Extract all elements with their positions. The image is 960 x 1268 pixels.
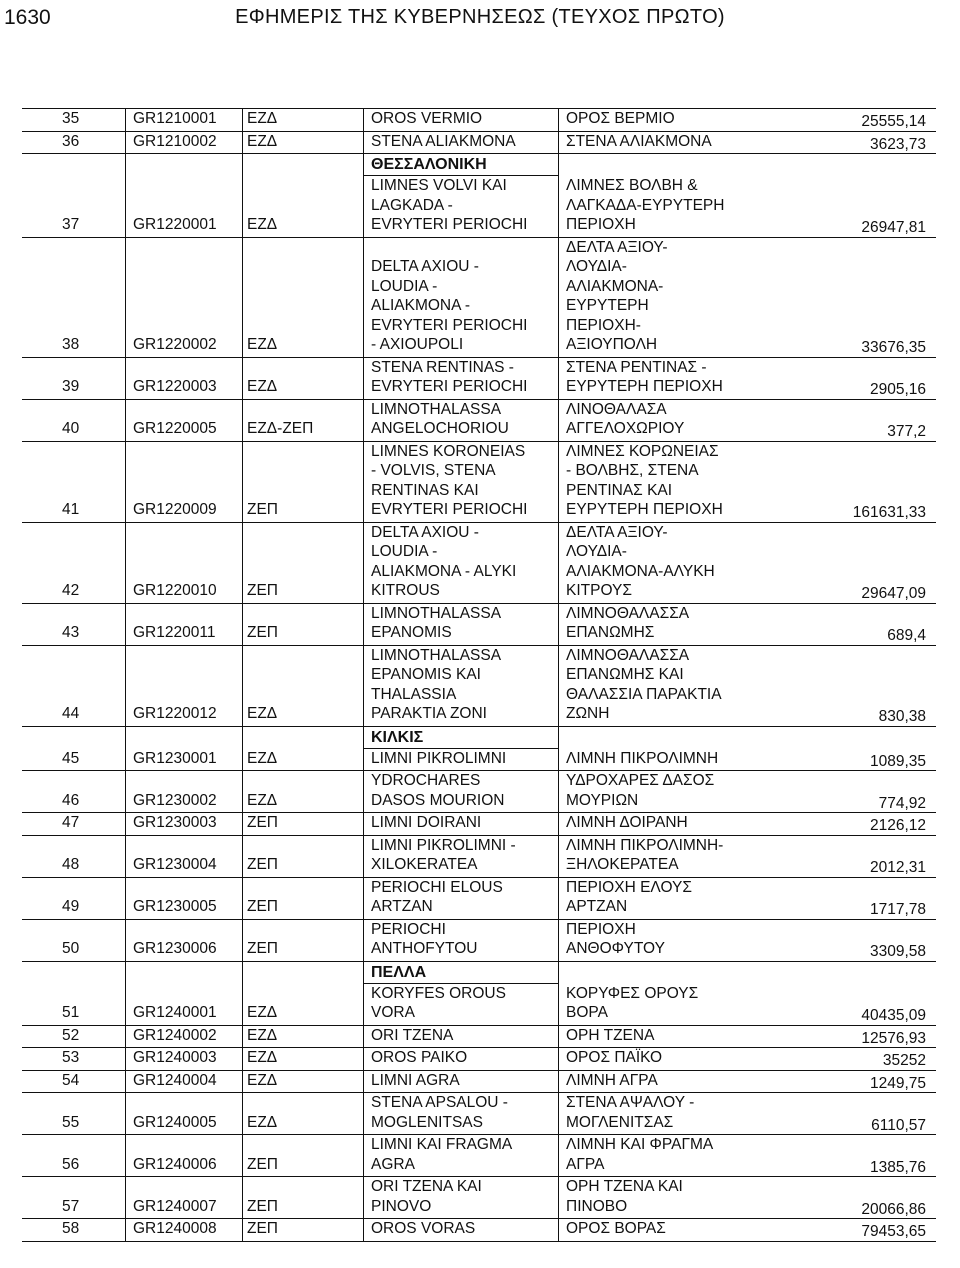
site-name-greek: ΠΕΡΙΟΧΗ- — [566, 316, 641, 334]
site-name-latin: PINOVO — [371, 1197, 432, 1215]
site-name-greek: ΣΤΕΝΑ ΑΨΑΛΟΥ - — [566, 1094, 695, 1111]
site-number: 36 — [62, 132, 80, 150]
site-code: GR1230004 — [133, 856, 217, 873]
site-name-latin: DELTA AXIOU - — [371, 523, 479, 541]
site-name-greek: ΟΡΗ ΤΖΕΝΑ ΚΑΙ — [566, 1178, 683, 1195]
site-area: 774,92 — [878, 794, 926, 812]
site-number: 37 — [62, 216, 80, 233]
site-category: ΖΕΠ — [247, 1220, 278, 1237]
site-name-latin: PARAKTIA ZONI — [371, 705, 487, 722]
site-number: 47 — [62, 814, 80, 831]
site-area: 1385,76 — [869, 1158, 926, 1176]
row-divider — [22, 522, 936, 523]
site-code: GR1220002 — [133, 336, 217, 353]
site-name-latin: DELTA AXIOU - — [371, 258, 479, 275]
row-divider — [22, 153, 936, 154]
site-name-greek: ΑΓΓΕΛΟΧΩΡΙΟΥ — [566, 420, 685, 437]
site-name-greek: ΛΟΥΔΙΑ- — [566, 258, 627, 275]
site-name-latin: LIMNOTHALASSA — [371, 604, 502, 622]
site-code: GR1220003 — [133, 378, 217, 395]
site-name-greek: ΥΔΡΟΧΑΡΕΣ ΔΑΣΟΣ — [566, 772, 715, 789]
site-category: ΕΖΔ — [247, 110, 278, 127]
site-name-latin: EVRYTERI PERIOCHI — [371, 378, 528, 395]
site-area: 1717,78 — [869, 901, 926, 918]
site-area: 1089,35 — [869, 752, 926, 770]
site-code: GR1240007 — [133, 1197, 217, 1215]
site-category: ΕΖΔ — [247, 791, 278, 809]
site-name-latin: AGRA — [371, 1155, 415, 1173]
site-category: ΖΕΠ — [247, 1197, 278, 1215]
site-number: 38 — [62, 336, 80, 353]
site-name-greek: ΣΤΕΝΑ ΑΛΙΑΚΜΟΝΑ — [566, 132, 712, 150]
site-area: 1249,75 — [869, 1074, 926, 1092]
region-heading: ΚΙΛΚΙΣ — [371, 728, 424, 746]
site-number: 42 — [62, 582, 80, 599]
site-name-latin: - VOLVIS, STENA — [371, 462, 496, 479]
site-name-latin: ARTZAN — [371, 898, 433, 915]
site-area: 79453,65 — [861, 1223, 926, 1240]
row-divider — [22, 961, 936, 962]
site-name-latin: LOUDIA - — [371, 543, 438, 560]
site-category: ΖΕΠ — [247, 501, 278, 518]
site-name-latin: ANTHOFYTOU — [371, 940, 478, 957]
site-name-latin: LIMNES VOLVI KAI — [371, 177, 507, 194]
site-code: GR1230006 — [133, 940, 217, 957]
site-area: 40435,09 — [861, 1007, 926, 1024]
site-number: 55 — [62, 1113, 80, 1131]
site-name-greek: ΑΛΙΑΚΜΟΝΑ- — [566, 277, 664, 295]
site-name-greek: ΛΙΜΝΗ ΠΙΚΡΟΛΙΜΝΗ- — [566, 836, 724, 854]
site-area: 3623,73 — [869, 135, 926, 153]
row-divider — [22, 1241, 936, 1242]
site-name-greek: ΛΙΜΝΗ ΔΟΙΡΑΝΗ — [566, 814, 688, 831]
site-name-greek: ΟΡΟΣ ΒΟΡΑΣ — [566, 1220, 666, 1237]
site-area: 2012,31 — [869, 859, 926, 876]
site-area: 161631,33 — [852, 504, 926, 521]
site-name-greek: ΕΥΡΥΤΕΡΗ ΠΕΡΙΟΧΗ — [566, 501, 723, 518]
site-name-greek: ΛΑΓΚΑΔΑ-ΕΥΡΥΤΕΡΗ — [566, 196, 725, 214]
site-name-greek: ΒΟΡΑ — [566, 1004, 608, 1021]
site-area: 33676,35 — [861, 339, 926, 356]
site-code: GR1240001 — [133, 1004, 217, 1021]
site-number: 49 — [62, 898, 80, 915]
site-category: ΕΖΔ — [247, 216, 278, 233]
site-number: 50 — [62, 940, 80, 957]
site-category: ΖΕΠ — [247, 1155, 278, 1173]
site-name-greek: ΑΞΙΟΥΠΟΛΗ — [566, 336, 658, 353]
region-heading: ΘΕΣΣΑΛΟΝΙΚΗ — [371, 156, 487, 173]
site-name-greek: ΟΡΟΣ ΠΑΪΚΟ — [566, 1049, 663, 1066]
site-area: 20066,86 — [861, 1200, 926, 1218]
site-name-latin: STENA ALIAKMONA — [371, 132, 516, 150]
site-number: 51 — [62, 1004, 80, 1021]
site-name-latin: EVRYTERI PERIOCHI — [371, 216, 528, 233]
site-code: GR1220009 — [133, 501, 217, 518]
site-name-latin: STENA APSALOU - — [371, 1094, 508, 1111]
site-number: 35 — [62, 110, 80, 127]
site-code: GR1230002 — [133, 791, 217, 809]
site-name-greek: ΟΡΗ ΤΖΕΝΑ — [566, 1026, 655, 1044]
site-name-greek: ΔΕΛΤΑ ΑΞΙΟΥ- — [566, 238, 668, 256]
site-number: 41 — [62, 501, 80, 518]
site-code: GR1240008 — [133, 1220, 217, 1237]
site-name-greek: ΠΙΝΟΒΟ — [566, 1197, 628, 1215]
site-area: 830,38 — [878, 708, 926, 725]
site-number: 54 — [62, 1071, 80, 1089]
site-name-greek: ΕΠΑΝΩΜΗΣ ΚΑΙ — [566, 666, 684, 683]
site-area: 3309,58 — [869, 943, 926, 960]
site-area: 377,2 — [887, 423, 926, 440]
site-number: 46 — [62, 791, 80, 809]
site-category: ΕΖΔ — [247, 749, 278, 767]
site-name-latin: VORA — [371, 1004, 415, 1021]
site-name-greek: ΕΥΡΥΤΕΡΗ — [566, 297, 649, 314]
site-name-greek: ΞΗΛΟΚΕΡΑΤΕΑ — [566, 856, 679, 873]
site-category: ΕΖΔ — [247, 705, 278, 722]
site-name-latin: EVRYTERI PERIOCHI — [371, 316, 528, 334]
site-name-greek: ΑΡΤΖΑΝ — [566, 898, 628, 915]
site-name-latin: ALIAKMONA - — [371, 297, 471, 314]
site-name-latin: LIMNES KORONEIAS — [371, 442, 526, 460]
site-name-latin: STENA RENTINAS - — [371, 358, 514, 376]
site-area: 689,4 — [887, 627, 926, 644]
site-number: 40 — [62, 420, 80, 437]
site-name-latin: XILOKERATEA — [371, 856, 478, 873]
site-name-latin: OROS VERMIO — [371, 110, 483, 127]
site-name-latin: DASOS MOURION — [371, 791, 505, 809]
site-name-greek: ΛΟΥΔΙΑ- — [566, 543, 627, 560]
site-name-greek: ΔΕΛΤΑ ΑΞΙΟΥ- — [566, 523, 668, 541]
site-number: 58 — [62, 1220, 80, 1237]
site-name-greek: ΜΟΓΛΕΝΙΤΣΑΣ — [566, 1113, 674, 1131]
site-name-latin: MOGLENITSAS — [371, 1113, 483, 1131]
site-name-greek: ΠΕΡΙΟΧΗ — [566, 216, 636, 233]
site-name-latin: ANGELOCHORIOU — [371, 420, 509, 437]
site-code: GR1220005 — [133, 420, 217, 437]
site-category: ΕΖΔ — [247, 1026, 278, 1044]
site-code: GR1240006 — [133, 1155, 217, 1173]
site-name-latin: YDROCHARES — [371, 772, 481, 789]
site-name-latin: OROS VORAS — [371, 1220, 476, 1237]
site-area: 6110,57 — [871, 1116, 926, 1134]
site-name-greek: ΛΙΜΝΟΘΑΛΑΣΣΑ — [566, 604, 690, 622]
site-name-latin: ORI TZENA KAI — [371, 1178, 482, 1195]
site-code: GR1220010 — [133, 582, 217, 599]
site-name-greek: ΟΡΟΣ ΒΕΡΜΙΟ — [566, 110, 675, 127]
site-category: ΖΕΠ — [247, 582, 278, 599]
site-name-latin: LOUDIA - — [371, 277, 438, 295]
site-name-greek: ΛΙΜΝΗ ΚΑΙ ΦΡΑΓΜΑ — [566, 1136, 714, 1153]
site-name-greek: ΛΙΝΟΘΑΛΑΣΑ — [566, 400, 667, 418]
site-name-greek: ΖΩΝΗ — [566, 705, 610, 722]
site-category: ΕΖΔ — [247, 378, 278, 395]
site-name-greek: ΘΑΛΑΣΣΙΑ ΠΑΡΑΚΤΙΑ — [566, 685, 722, 703]
site-name-latin: PERIOCHI ELOUS — [371, 878, 503, 896]
site-code: GR1220012 — [133, 705, 217, 722]
page-number: 1630 — [4, 6, 51, 29]
site-number: 53 — [62, 1049, 80, 1066]
site-name-latin: EPANOMIS KAI — [371, 666, 481, 683]
site-code: GR1230005 — [133, 898, 217, 915]
site-name-latin: - AXIOUPOLI — [371, 336, 464, 353]
site-name-greek: ΛΙΜΝΕΣ ΒΟΛΒΗ & — [566, 177, 698, 194]
site-area: 35252 — [882, 1052, 926, 1069]
site-code: GR1220001 — [133, 216, 217, 233]
site-category: ΖΕΠ — [247, 898, 278, 915]
site-code: GR1210002 — [133, 132, 217, 150]
site-name-latin: LIMNOTHALASSA — [371, 400, 502, 418]
column-divider — [363, 108, 364, 1241]
site-name-greek: ΛΙΜΝΕΣ ΚΟΡΩΝΕΙΑΣ — [566, 442, 719, 460]
site-category: ΕΖΔ — [247, 1071, 278, 1089]
row-divider — [22, 726, 936, 727]
site-category: ΕΖΔ — [247, 1049, 278, 1066]
site-name-latin: LIMNOTHALASSA — [371, 646, 502, 664]
site-code: GR1230003 — [133, 814, 217, 831]
site-name-latin: LAGKADA - — [371, 196, 453, 214]
site-code: GR1230001 — [133, 749, 217, 767]
site-name-latin: RENTINAS KAI — [371, 481, 479, 499]
site-name-greek: ΡΕΝΤΙΝΑΣ ΚΑΙ — [566, 481, 673, 499]
site-name-greek: ΑΝΘΟΦΥΤΟΥ — [566, 940, 665, 957]
column-divider — [242, 108, 243, 1241]
site-code: GR1240002 — [133, 1026, 217, 1044]
site-number: 48 — [62, 856, 80, 873]
site-area: 2126,12 — [869, 817, 926, 834]
site-code: GR1240005 — [133, 1113, 217, 1131]
site-name-latin: EPANOMIS — [371, 624, 452, 641]
site-number: 39 — [62, 378, 80, 395]
site-number: 43 — [62, 624, 80, 641]
site-name-latin: LIMNI KAI FRAGMA — [371, 1136, 513, 1153]
row-divider — [22, 919, 936, 920]
site-number: 57 — [62, 1197, 80, 1215]
site-category: ΕΖΔ — [247, 1113, 278, 1131]
site-name-greek: ΠΕΡΙΟΧΗ — [566, 920, 636, 938]
site-name-latin: ORI TZENA — [371, 1026, 454, 1044]
site-name-greek: ΛΙΜΝΗ ΠΙΚΡΟΛΙΜΝΗ — [566, 749, 719, 767]
site-name-latin: THALASSIA — [371, 685, 457, 703]
site-number: 44 — [62, 705, 80, 722]
site-code: GR1210001 — [133, 110, 217, 127]
site-name-latin: KITROUS — [371, 582, 440, 599]
row-divider — [22, 237, 936, 238]
site-name-greek: ΜΟΥΡΙΩΝ — [566, 791, 639, 809]
site-area: 2905,16 — [869, 381, 926, 398]
site-area: 25555,14 — [861, 113, 926, 130]
site-name-greek: ΑΛΙΑΚΜΟΝΑ-ΑΛΥΚΗ — [566, 562, 715, 580]
site-code: GR1240004 — [133, 1071, 217, 1089]
site-name-greek: - ΒΟΛΒΗΣ, ΣΤΕΝΑ — [566, 462, 699, 479]
site-area: 29647,09 — [861, 585, 926, 602]
gazette-title: ΕΦΗΜΕΡΙΣ ΤΗΣ ΚΥΒΕΡΝΗΣΕΩΣ (ΤΕΥΧΟΣ ΠΡΩΤΟ) — [235, 6, 725, 28]
site-name-greek: ΕΥΡΥΤΕΡΗ ΠΕΡΙΟΧΗ — [566, 378, 723, 395]
region-heading: ΠΕΛΛΑ — [371, 963, 427, 981]
site-category: ΖΕΠ — [247, 856, 278, 873]
site-area: 12576,93 — [861, 1029, 926, 1047]
site-name-latin: PERIOCHI — [371, 920, 446, 938]
site-name-greek: ΚΟΡΥΦΕΣ ΟΡΟΥΣ — [566, 984, 699, 1002]
site-code: GR1240003 — [133, 1049, 217, 1066]
site-name-latin: LIMNI PIKROLIMNI - — [371, 836, 516, 854]
column-divider — [558, 108, 559, 1241]
site-area: 26947,81 — [861, 219, 926, 236]
site-category: ΕΖΔ-ΖΕΠ — [247, 420, 314, 437]
column-divider — [125, 108, 126, 1241]
site-name-latin: ALIAKMONA - ALYKI — [371, 562, 517, 580]
site-category: ΕΖΔ — [247, 336, 278, 353]
site-name-latin: KORYFES OROUS — [371, 984, 506, 1002]
site-name-greek: ΠΕΡΙΟΧΗ ΕΛΟΥΣ — [566, 878, 692, 896]
site-name-greek: ΛΙΜΝΗ ΑΓΡΑ — [566, 1071, 658, 1089]
site-name-latin: EVRYTERI PERIOCHI — [371, 501, 528, 518]
site-category: ΖΕΠ — [247, 624, 278, 641]
site-name-greek: ΕΠΑΝΩΜΗΣ — [566, 624, 655, 641]
site-category: ΖΕΠ — [247, 940, 278, 957]
site-category: ΕΖΔ — [247, 1004, 278, 1021]
site-number: 52 — [62, 1026, 80, 1044]
site-category: ΖΕΠ — [247, 814, 278, 831]
site-name-latin: LIMNI AGRA — [371, 1071, 460, 1089]
site-name-greek: ΛΙΜΝΟΘΑΛΑΣΣΑ — [566, 646, 690, 664]
site-name-latin: OROS PAIKO — [371, 1049, 468, 1066]
site-number: 45 — [62, 749, 80, 767]
site-code: GR1220011 — [133, 624, 216, 641]
site-category: ΕΖΔ — [247, 132, 278, 150]
site-name-latin: LIMNI DOIRANI — [371, 814, 482, 831]
site-name-greek: ΣΤΕΝΑ ΡΕΝΤΙΝΑΣ - — [566, 358, 707, 376]
site-number: 56 — [62, 1155, 80, 1173]
site-name-latin: LIMNI PIKROLIMNI — [371, 749, 507, 767]
site-name-greek: ΚΙΤΡΟΥΣ — [566, 582, 632, 599]
site-name-greek: ΑΓΡΑ — [566, 1155, 605, 1173]
